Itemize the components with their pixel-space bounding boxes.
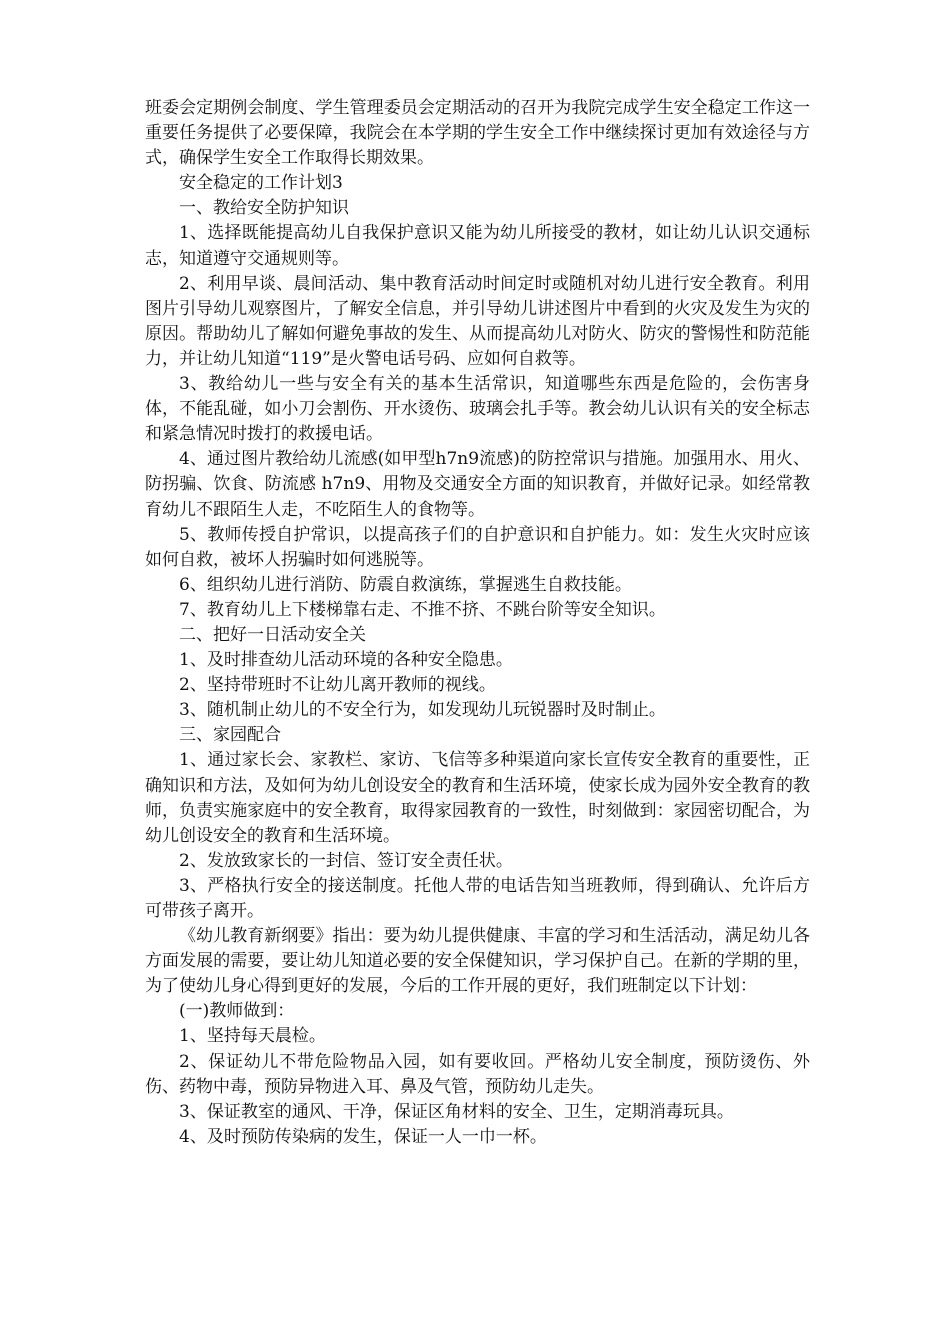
heading-3: 三、家园配合 [179,725,281,746]
paragraph: 2、保证幼儿不带危险物品入园，如有要收回。严格幼儿安全制度，预防烫伤、外伤、药物中毒，预防异物进入耳、鼻及气管，预防幼儿走失。 [145,1051,810,1097]
paragraph: 2、发放致家长的一封信、签订安全责任状。 [179,850,513,871]
paragraph: 3、严格执行安全的接送制度。托他人带的电话告知当班教师，得到确认、允许后方可带孩子离开。 [145,875,810,921]
document-page [145,96,810,1150]
paragraph: 2、坚持带班时不让幼儿离开教师的视线。 [179,675,496,696]
paragraph: 3、随机制止幼儿的不安全行为，如发现幼儿玩锐器时及时制止。 [179,700,666,721]
heading-2: 二、把好一日活动安全关 [179,624,366,645]
paragraph: 3、保证教室的通风、干净，保证区角材料的安全、卫生，定期消毒玩具。 [179,1101,734,1122]
heading-1: 一、教给安全防护知识 [179,198,349,219]
paragraph: 3、教给幼儿一些与安全有关的基本生活常识，知道哪些东西是危险的，会伤害身体，不能乱碰，如小刀会割伤、开水烫伤、玻璃会扎手等。教会幼儿认识有关的安全标志和紧急情况时拨打的救援电话。 [145,374,810,445]
paragraph: 1、选择既能提高幼儿自我保护意识又能为幼儿所接受的教材，如让幼儿认识交通标志，知道遵守交通规则等。 [145,223,810,269]
paragraph-intro: 班委会定期例会制度、学生管理委员会定期活动的召开为我院完成学生安全稳定工作这一重要任务提供了必要保障，我院会在本学期的学生安全工作中继续探讨更加有效途径与方式，确保学生安全工作取得长期效果。 [145,98,810,169]
paragraph: 4、及时预防传染病的发生，保证一人一巾一杯。 [179,1126,547,1147]
paragraph: 《幼儿教育新纲要》指出：要为幼儿提供健康、丰富的学习和生活活动，满足幼儿各方面发展的需要，要让幼儿知道必要的安全保健知识，学习保护自己。在新的学期的里，为了使幼儿身心得到更好的发展，今后的工作开展的更好，我们班制定以下计划： [145,926,810,997]
paragraph: 1、及时排查幼儿活动环境的各种安全隐患。 [179,650,513,671]
paragraph: 6、组织幼儿进行消防、防震自救演练，掌握逃生自救技能。 [179,574,632,595]
paragraph: 1、通过家长会、家教栏、家访、飞信等多种渠道向家长宣传安全教育的重要性，正确知识和方法，及如何为幼儿创设安全的教育和生活环境，使家长成为园外安全教育的教师，负责实施家庭中的安全教育，取得家园教育的一致性，时刻做到：家园密切配合，为幼儿创设安全的教育和生活环境。 [145,750,810,846]
paragraph: 7、教育幼儿上下楼梯靠右走、不推不挤、不跳台阶等安全知识。 [179,599,666,620]
subheading: (一)教师做到： [179,1001,295,1022]
paragraph: 5、教师传授自护常识，以提高孩子们的自护意识和自护能力。如：发生火灾时应该如何自救，被坏人拐骗时如何逃脱等。 [145,524,810,570]
paragraph: 4、通过图片教给幼儿流感(如甲型h7n9流感)的防控常识与措施。加强用水、用火、防拐骗、饮食、防流感 h7n9、用物及交通安全方面的知识教育，并做好记录。如经常教育幼儿不跟陌生人走，不吃陌生人的食物等。 [145,449,810,520]
section-title: 安全稳定的工作计划3 [179,173,343,194]
paragraph: 2、利用早谈、晨间活动、集中教育活动时间定时或随机对幼儿进行安全教育。利用图片引导幼儿观察图片，了解安全信息，并引导幼儿讲述图片中看到的火灾及发生为灾的原因。帮助幼儿了解如何避免事故的发生、从而提高幼儿对防火、防灾的警惕性和防范能力，并让幼儿知道“119”是火警电话号码、应如何自救等。 [145,273,810,369]
paragraph: 1、坚持每天晨检。 [179,1026,326,1047]
